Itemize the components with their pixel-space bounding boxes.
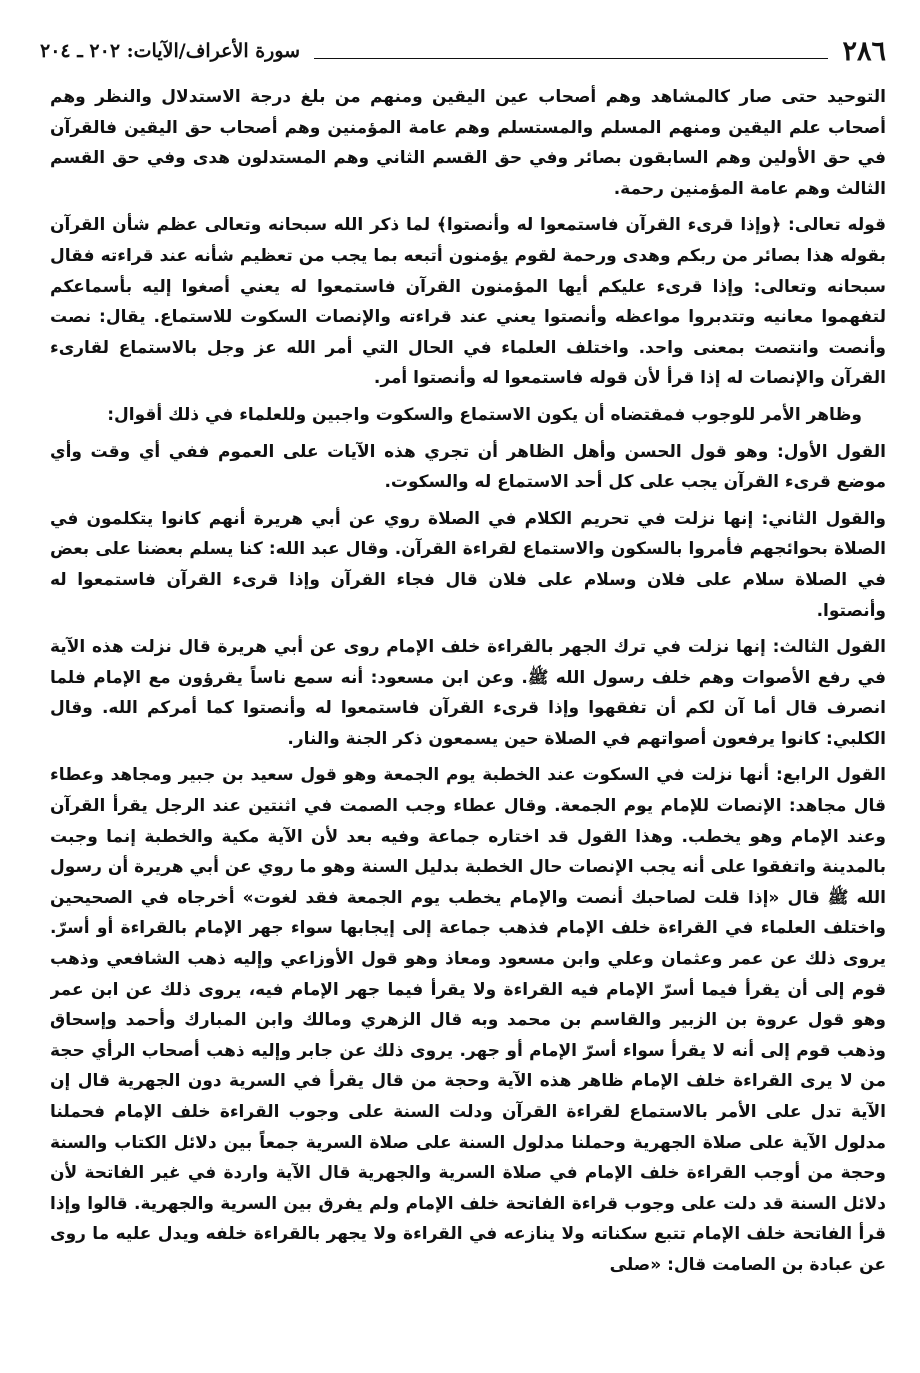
- paragraph-text: أنها نزلت في السكوت عند الخطبة يوم الجمعة وهو قول سعيد بن جبير ومجاهد وعطاء قال مجاهد: الإنصات للإمام يوم الجمعة. وقال عطاء وجب الصمت في اثنتين عند الرجل يقرأ القرآن وعند الإمام وهو يخطب. وهذا القول قد اختاره جماعة وفيه بعد لأن الآية مكية والخطبة إنما وجبت بالمدينة واتفقوا على أنه يجب الإنصات حال الخطبة بدليل السنة وهو ما روي عن أبي هريرة أن رسول الله ﷺ قال «إذا قلت لصاحبك أنصت والإمام يخطب يوم الجمعة فقد لغوت» أخرجاه في الصحيحين واختلف العلماء في القراءة خلف الإمام فذهب جماعة إلى إيجابها سواء جهر الإمام بالقراءة أو أسرّ. يروى ذلك عن عمر وعثمان وعلي وابن مسعود ومعاذ وهو قول الأوزاعي وإليه ذهب الشافعي وذهب قوم إلى أن يقرأ فيما أسرّ الإمام فيه القراءة ولا يقرأ فيما جهر الإمام فيه، يروى ذلك عن ابن عمر وهو قول عروة بن الزبير والقاسم بن محمد وبه قال الزهري ومالك وابن المبارك وأحمد وإسحاق وذهب قوم إلى أنه لا يقرأ سواء أسرّ الإمام أو جهر. يروى ذلك عن جابر وإليه ذهب أصحاب الرأي حجة من لا يرى القراءة خلف الإمام ظاهر هذه الآية وحجة من قال يقرأ في السرية دون الجهرية قال إن الآية تدل على الأمر بالاستماع لقراءة القرآن ودلت السنة على وجوب القراءة خلف الإمام فحملنا مدلول الآية على صلاة الجهرية وحملنا مدلول السنة على صلاة السرية جمعاً بين دلائل الكتاب والسنة وحجة من أوجب القراءة خلف الإمام في صلاة السرية والجهرية قال الآية واردة في غير الفاتحة لأن دلائل السنة قد دلت على وجوب قراءة الفاتحة خلف الإمام ولم يفرق بين السرية والجهرية. قالوا وإذا قرأ الفاتحة خلف الإمام تتبع سكناته ولا ينازعه في القراءة ولا يجهر بالقراءة خلفه ويدل عليه ما روى عن عبادة بن الصامت قال: «صلى: [50, 765, 886, 1275]
- paragraph: [50, 504, 886, 626]
- paragraph-lead: القول الأول:: [776, 441, 886, 462]
- paragraph-text: إنها نزلت في ترك الجهر بالقراءة خلف الإمام روى عن أبي هريرة قال نزلت هذه الآية في رفع الأصوات وهم خلف رسول الله ﷺ. وعن ابن مسعود: أنه سمع ناساً يقرؤون مع الإمام فلما انصرف قال أما آن لكم أن تفقهوا وإذا قرىء القرآن فاستمعوا له وأنصتوا كما أمركم الله. وقال الكلبي: كانوا يرفعون أصواتهم في الصلاة حين يسمعون ذكر الجنة والنار.: [50, 637, 886, 749]
- paragraph-lead: القول الثالث:: [772, 637, 886, 658]
- paragraph-text: إنها نزلت في تحريم الكلام في الصلاة روي عن أبي هريرة أنهم كانوا يتكلمون في الصلاة بحوائجهم فأمروا بالسكون والاستماع لقراءة القرآن. وقال عبد الله: كنا يسلم بعضنا على بعض في الصلاة سلام على فلان وسلام على فلان قال فجاء القرآن وإذا قرىء القرآن فاستمعوا له وأنصتوا.: [50, 508, 886, 621]
- paragraph: [50, 437, 886, 498]
- paragraph: [50, 632, 886, 754]
- paragraph: [50, 760, 886, 1280]
- page-body: [50, 82, 886, 1312]
- paragraph-text: التوحيد حتى صار كالمشاهد وهم أصحاب عين اليقين ومنهم من بلغ درجة الاستدلال والنظر وهم أصحاب علم اليقين ومنهم المسلم والمستسلم وهم عامة المؤمنين وهم أصحاب حق اليقين فالقرآن في حق الأولين وهم السابقون بصائر وفي حق القسم الثاني وهم المستدلون هدى وفي حق القسم الثالث وهم عامة المؤمنين رحمة.: [50, 87, 886, 199]
- paragraph-text: ﴿وإذا قرىء القرآن فاستمعوا له وأنصتوا﴾ لما ذكر الله سبحانه وتعالى عظم شأن القرآن بقوله هذا بصائر من ربكم وهدى ورحمة لقوم يؤمنون أتبعه بما يجب من تعظيم شأنه عند قراءته فقال سبحانه وتعالى: وإذا قرىء عليكم أيها المؤمنون القرآن فاستمعوا له يعني أصغوا إليه بأسماعكم لتفهموا معانيه وتتدبروا مواعظه وأنصتوا يعني عند قراءته والإنصات السكوت للاستماع. يقال: نصت وأنصت وانتصت بمعنى واحد. واختلف العلماء في الحال التي أمر الله عز وجل بالاستماع لقارىء القرآن والإنصات له إذا قرأ لأن قوله فاستمعوا له وأنصتوا أمر.: [50, 215, 886, 389]
- paragraph-text: وهو قول الحسن وأهل الظاهر أن تجري هذه الآيات على العموم ففي أي وقت وأي موضع قرىء القرآن يجب على كل أحد الاستماع له والسكوت.: [50, 441, 886, 493]
- paragraph: [50, 400, 886, 431]
- page-header: [40, 34, 886, 68]
- paragraph-lead: قوله تعالى:: [788, 215, 886, 236]
- paragraph-lead: القول الرابع:: [775, 765, 886, 786]
- header-rule: [314, 58, 828, 59]
- paragraph: [50, 210, 886, 394]
- page-number: ٢٨٦: [842, 35, 886, 67]
- paragraph-text: وظاهر الأمر للوجوب فمقتضاه أن يكون الاستماع والسكوت واجبين وللعلماء في ذلك أقوال:: [107, 404, 862, 425]
- paragraph-lead: والقول الثاني:: [761, 508, 886, 529]
- paragraph: [50, 82, 886, 204]
- running-head: سورة الأعراف/الآيات: ٢٠٢ ـ ٢٠٤: [40, 40, 301, 62]
